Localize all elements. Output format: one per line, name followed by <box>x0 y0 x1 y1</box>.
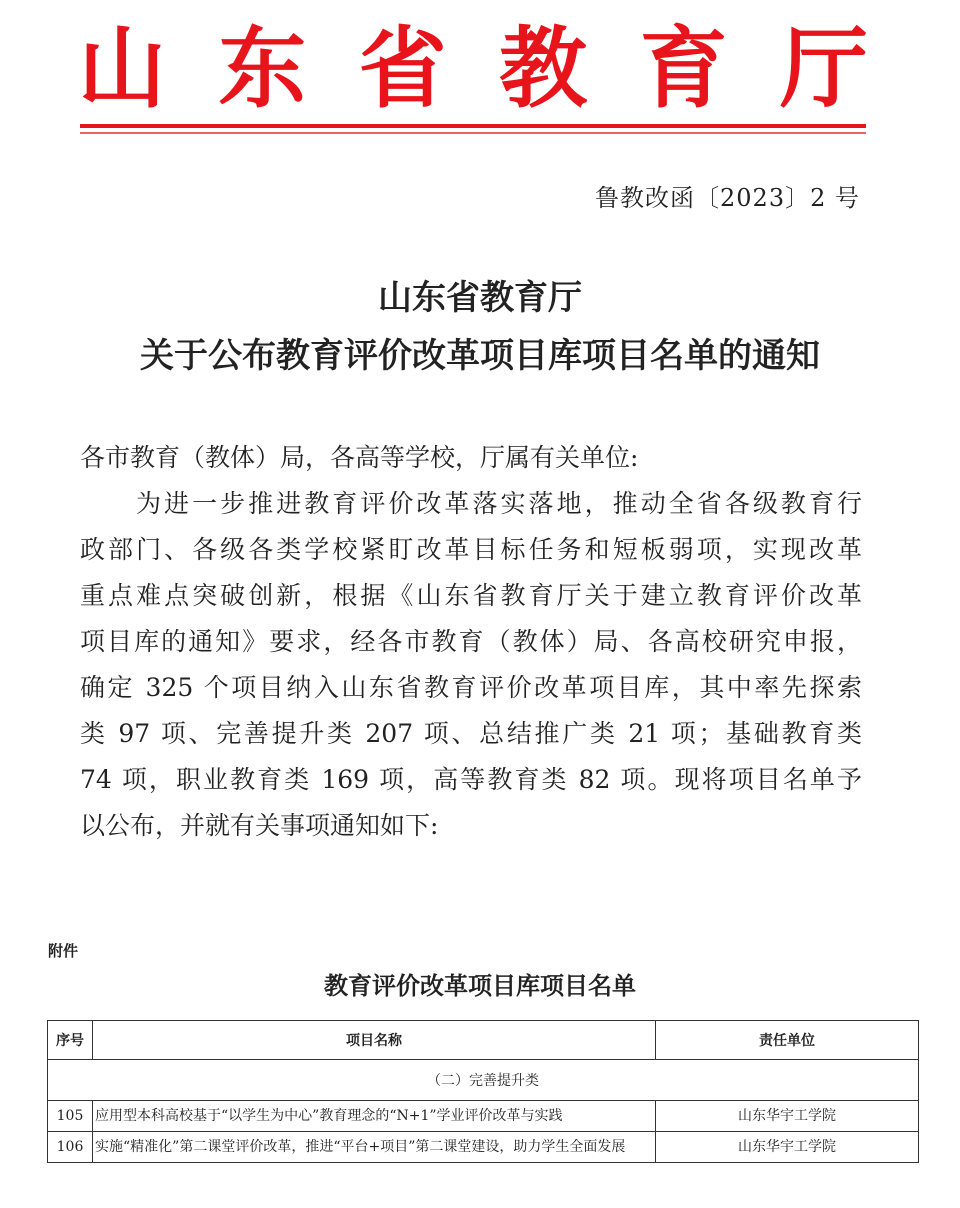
red-rule-thick <box>80 124 866 128</box>
row-name: 应用型本科高校基于“以学生为中心”教育理念的“N+1”学业评价改革与实践 <box>93 1101 656 1132</box>
document-number: 鲁教改函〔2023〕2 号 <box>595 184 860 212</box>
body-line: 为进一步推进教育评价改革落实落地，推动全省各级教育行 <box>136 489 862 518</box>
body-line: 政部门、各级各类学校紧盯改革目标任务和短板弱项，实现改革 <box>80 535 862 564</box>
attachment-title: 教育评价改革项目库项目名单 <box>324 971 636 1000</box>
project-table <box>47 1020 919 1163</box>
header-no: 序号 <box>48 1021 93 1060</box>
body-line: 以公布，并就有关事项通知如下: <box>80 811 439 840</box>
title-line-2: 关于公布教育评价改革项目库项目名单的通知 <box>140 336 820 376</box>
title-line-1: 山东省教育厅 <box>378 278 582 318</box>
salutation: 各市教育（教体）局，各高等学校，厅属有关单位: <box>80 443 639 472</box>
body-line: 74 项，职业教育类 169 项，高等教育类 82 项。现将项目名单予 <box>80 765 862 794</box>
row-unit: 山东华宇工学院 <box>656 1132 919 1163</box>
masthead-char: 山 <box>78 16 167 120</box>
attachment-label: 附件 <box>48 942 79 960</box>
section-label: （二）完善提升类 <box>48 1060 919 1101</box>
masthead-char: 教 <box>499 16 588 120</box>
section-row <box>48 1060 919 1101</box>
table-row <box>48 1132 919 1163</box>
body-text <box>80 438 862 852</box>
row-no: 106 <box>48 1132 93 1163</box>
header-name: 项目名称 <box>93 1021 656 1060</box>
masthead-char: 厅 <box>779 16 868 120</box>
body-line: 确定 325 个项目纳入山东省教育评价改革项目库，其中率先探索 <box>80 673 862 702</box>
red-rule-thin <box>80 132 866 134</box>
masthead-char: 育 <box>639 16 728 120</box>
row-no: 105 <box>48 1101 93 1132</box>
masthead-char: 省 <box>358 16 447 120</box>
body-line: 类 97 项、完善提升类 207 项、总结推广类 21 项；基础教育类 <box>80 719 862 748</box>
body-line: 重点难点突破创新，根据《山东省教育厅关于建立教育评价改革 <box>80 581 862 610</box>
header-unit: 责任单位 <box>656 1021 919 1060</box>
body-line: 项目库的通知》要求，经各市教育（教体）局、各高校研究申报， <box>80 627 862 656</box>
masthead-char: 东 <box>218 16 307 120</box>
masthead <box>78 18 868 118</box>
row-name: 实施“精准化”第二课堂评价改革，推进“平台+项目”第二课堂建设，助力学生全面发展 <box>93 1132 656 1163</box>
table-header-row <box>48 1021 919 1060</box>
row-unit: 山东华宇工学院 <box>656 1101 919 1132</box>
table-row <box>48 1101 919 1132</box>
